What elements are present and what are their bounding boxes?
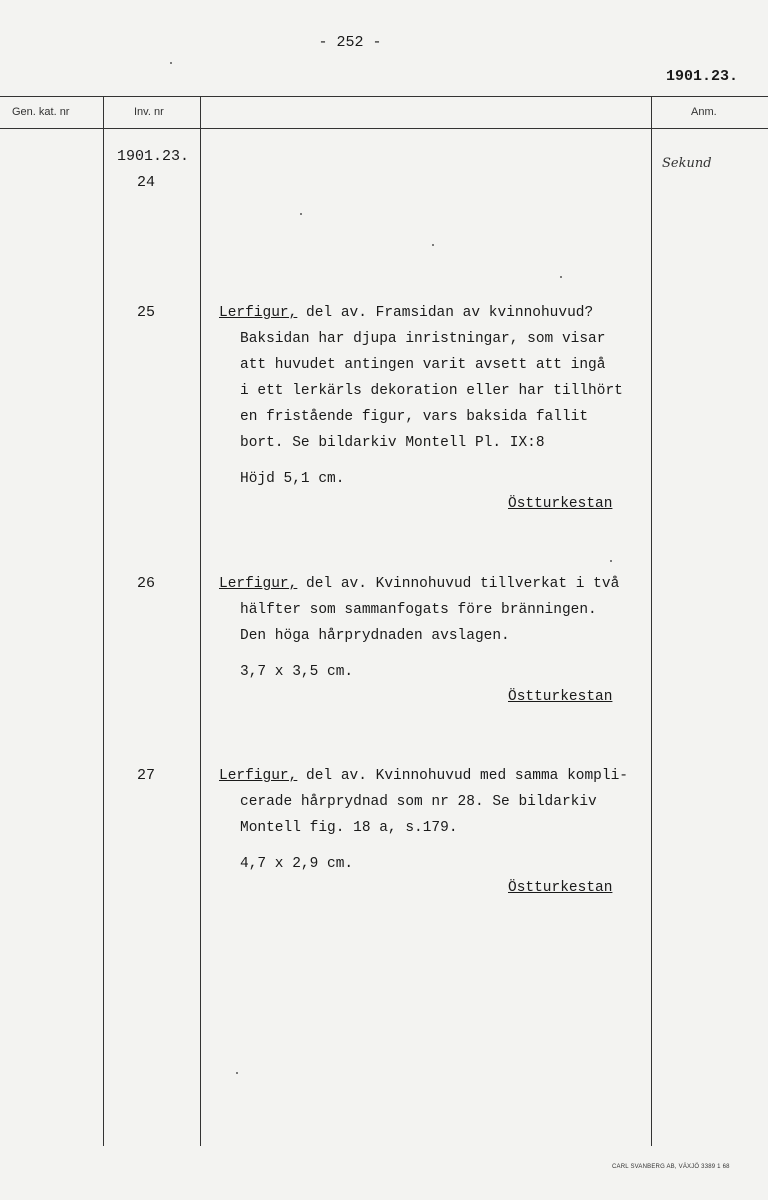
entry-line: cerade hårprydnad som nr 28. Se bildarkiv [240, 794, 597, 810]
inv-number-24: 24 [137, 174, 156, 191]
provenance-26: Östturkestan [508, 689, 613, 705]
entry-line: bort. Se bildarkiv Montell Pl. IX:8 [240, 435, 545, 451]
entry-title-rest: del av. Kvinnohuvud tillverkat i två [297, 576, 620, 592]
inv-number-25: 25 [137, 304, 156, 321]
provenance-27: Östturkestan [508, 880, 613, 896]
scan-speck [560, 276, 562, 278]
handwritten-remark: Sekund [662, 156, 712, 171]
entry-line: Montell fig. 18 a, s.179. [240, 820, 458, 836]
entry-title-rest: del av. Kvinnohuvud med samma kompli- [297, 768, 628, 784]
entry-title: Lerfigur, [219, 576, 298, 592]
column-divider-2 [200, 96, 201, 1146]
measurement-26: 3,7 x 3,5 cm. [240, 664, 354, 680]
entry-title: Lerfigur, [219, 768, 298, 784]
inv-number-27: 27 [137, 767, 156, 784]
column-header-anm: Anm. [691, 106, 717, 118]
scan-speck [300, 213, 302, 215]
entry-line [219, 763, 628, 789]
entry-line: att huvudet antingen varit avsett att ingå [240, 357, 606, 373]
entry-line: hälfter som sammanfogats före bränningen. [240, 602, 597, 618]
page-number: - 252 - [318, 34, 382, 51]
entry-description-25 [219, 300, 623, 456]
entry-title: Lerfigur, [219, 305, 298, 321]
entry-line: i ett lerkärls dekoration eller har tillhört [240, 383, 623, 399]
column-header-inv-nr: Inv. nr [134, 106, 164, 118]
scan-speck [432, 244, 434, 246]
inv-series-header: 1901.23. [117, 148, 190, 165]
printer-mark: CARL SVANBERG AB, VÄXJÖ 3389 1 68 [612, 1164, 730, 1170]
entry-description-26 [219, 571, 619, 649]
entry-description-27 [219, 763, 628, 841]
entry-line: en fristående figur, vars baksida fallit [240, 409, 589, 425]
column-header-gen-kat-nr: Gen. kat. nr [12, 106, 70, 118]
table-header-rule [0, 128, 768, 129]
entry-line [219, 300, 623, 326]
measurement-25: Höjd 5,1 cm. [240, 471, 345, 487]
table-top-rule [0, 96, 768, 97]
column-divider-1 [103, 96, 104, 1146]
provenance-25: Östturkestan [508, 496, 613, 512]
entry-line [219, 571, 619, 597]
measurement-27: 4,7 x 2,9 cm. [240, 856, 354, 872]
entry-line: Baksidan har djupa inristningar, som visar [240, 331, 606, 347]
inv-number-26: 26 [137, 575, 156, 592]
column-divider-3 [651, 96, 652, 1146]
scan-speck [170, 62, 172, 64]
scan-speck [236, 1072, 238, 1074]
entry-title-rest: del av. Framsidan av kvinnohuvud? [297, 305, 594, 321]
header-reference: 1901.23. [665, 68, 738, 85]
entry-line: Den höga hårprydnaden avslagen. [240, 628, 510, 644]
scan-speck [610, 560, 612, 562]
